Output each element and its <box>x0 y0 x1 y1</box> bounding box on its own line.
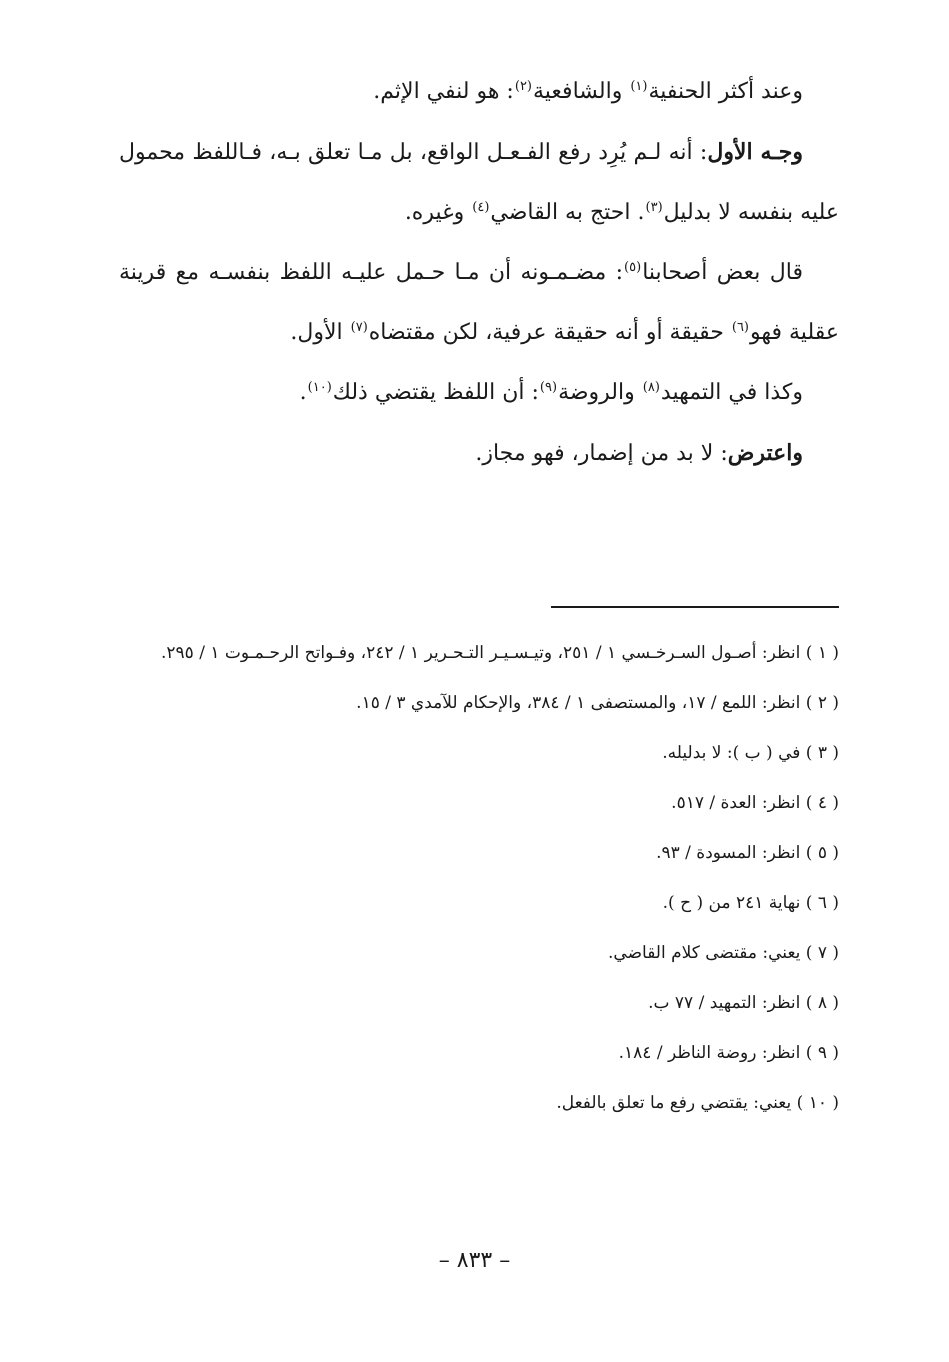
text-segment: قال بعض أصحابنا <box>642 260 803 285</box>
footnote-separator <box>551 606 839 608</box>
footnote-9: ( ٩ ) انظر: روضة الناظر / ١٨٤. <box>618 1043 839 1063</box>
paragraph-4 <box>119 363 839 423</box>
page-number: – ٨٣٣ – <box>438 1248 511 1273</box>
text-segment: . <box>299 380 307 405</box>
footnote-ref-4: (٤) <box>472 199 490 215</box>
text-segment: والروضة <box>558 380 635 405</box>
text-segment: : أن اللفظ يقتضي ذلك <box>332 380 539 405</box>
footnote-ref-5: (٥) <box>624 259 642 275</box>
text-segment: الأول. <box>290 320 343 345</box>
text-segment: حقيقة أو أنه حقيقة عرفية، لكن مقتضاه <box>368 320 724 345</box>
footnote-ref-2: (٢) <box>514 78 532 94</box>
paragraph-1 <box>119 62 839 122</box>
footnote-10: ( ١٠ ) يعني: يقتضي رفع ما تعلق بالفعل. <box>556 1093 839 1113</box>
footnotes <box>119 628 839 1128</box>
text-segment: : هو لنفي الإثم. <box>373 79 514 104</box>
section-label-wajh: وجـه الأول <box>707 139 803 165</box>
footnote-2: ( ٢ ) انظر: اللمع / ١٧، والمستصفى ١ / ٣٨٤، والإحكام للآمدي ٣ / ١٥. <box>356 693 839 713</box>
text-segment: والشافعية <box>533 79 623 104</box>
footnote-ref-8: (٨) <box>642 379 660 395</box>
footnote-ref-1: (١) <box>630 78 648 94</box>
footnote-8: ( ٨ ) انظر: التمهيد / ٧٧ ب. <box>648 993 839 1013</box>
footnote-3: ( ٣ ) في ( ب ): لا بدليله. <box>662 743 839 763</box>
main-text <box>119 62 839 484</box>
text-segment: : مضـمـونه أن مـا حـمل عليـه اللفظ بنفسـه مع قرينة عقلية فهو <box>119 260 839 345</box>
text-segment: وعند أكثر الحنفية <box>648 79 803 104</box>
paragraph-2 <box>119 122 839 243</box>
paragraph-5 <box>119 423 839 484</box>
footnote-6: ( ٦ ) نهاية ٢٤١ من ( ح ). <box>662 893 839 913</box>
section-label-itirad: واعترض <box>727 440 803 466</box>
footnote-7: ( ٧ ) يعني: مقتضى كلام القاضي. <box>608 943 839 963</box>
footnote-1: ( ١ ) انظر: أصـول السـرخـسي ١ / ٢٥١، وتيـسـيـر التـحـرير ١ / ٢٤٢، وفـواتح الرحـمـوت ١ / ٢٩٥. <box>160 643 839 663</box>
paragraph-3 <box>119 243 839 363</box>
footnote-ref-3: (٣) <box>645 199 663 215</box>
text-segment: : أنه لـم يُرِد رفع الفـعـل الواقع، بل مـا تعلق بـه، فـاللفظ محمول عليه بنفسه لا بدليل <box>119 140 839 225</box>
footnote-ref-9: (٩) <box>539 379 558 395</box>
footnote-5: ( ٥ ) انظر: المسودة / ٩٣. <box>656 843 839 863</box>
text-segment: وغيره. <box>404 200 465 225</box>
footnote-4: ( ٤ ) انظر: العدة / ٥١٧. <box>671 793 839 813</box>
footnote-ref-7: (٧) <box>350 319 368 335</box>
text-segment: : لا بد من إضمار، فهو مجاز. <box>475 441 728 466</box>
text-segment: . احتج به القاضي <box>490 200 645 225</box>
footnote-ref-10: (١٠) <box>307 379 332 395</box>
footnote-ref-6: (٦) <box>731 319 749 335</box>
text-segment: وكذا في التمهيد <box>660 380 803 405</box>
